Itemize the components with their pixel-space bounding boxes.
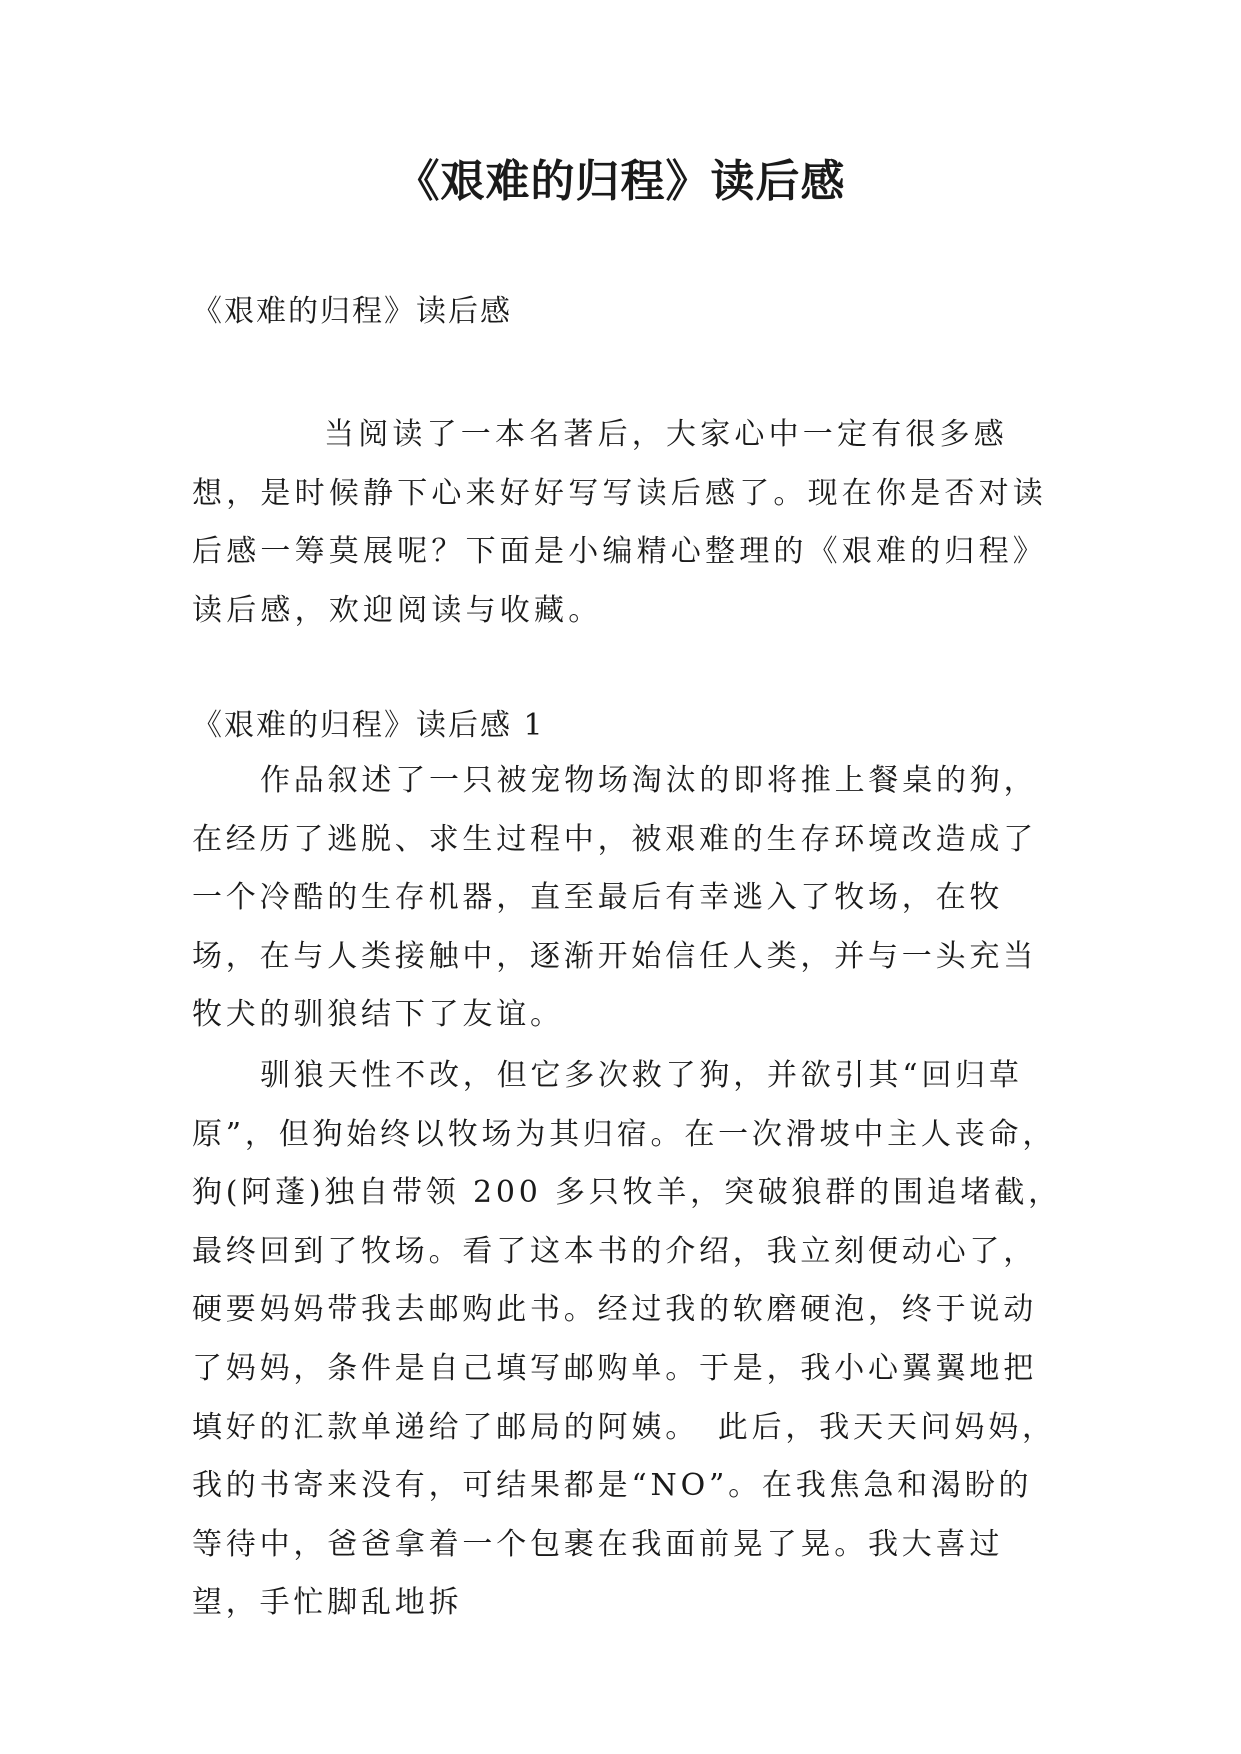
body-paragraph-1 <box>192 752 1062 1045</box>
intro-paragraph <box>192 406 1072 640</box>
document-title: 《艰难的归程》读后感 <box>395 156 846 207</box>
document-subtitle: 《艰难的归程》读后感 <box>192 294 512 329</box>
paragraph-2-text: 驯狼天性不改，但它多次救了狗，并欲引其“回归草原”，但狗始终以牧场为其归宿。在一次滑坡中主人丧命，狗(阿蓬)独自带领 200 多只牧羊，突破狼群的围追堵截，最终回到了牧场。看了这本书的介绍，我立刻便动心了，硬要妈妈带我去邮购此书。经过我的软磨硬泡，终于说动了妈妈，条件是自己填写邮购单。于是，我小心翼翼地把填好的汇款单递给了邮局的阿姨。 此后，我天天问妈妈，我的书寄来没有，可结果都是“NO”。在我焦急和渴盼的等待中，爸爸拿着一个包裹在我面前晃了晃。我大喜过望，手忙脚乱地拆 <box>192 1058 1062 1621</box>
intro-text: 当阅读了一本名著后，大家心中一定有很多感想，是时候静下心来好好写写读后感了。现在你是否对读后感一筹莫展呢？下面是小编精心整理的《艰难的归程》读后感，欢迎阅读与收藏。 <box>192 417 1047 628</box>
body-paragraph-2 <box>192 1047 1062 1633</box>
paragraph-1-text: 作品叙述了一只被宠物场淘汰的即将推上餐桌的狗，在经历了逃脱、求生过程中，被艰难的生存环境改造成了一个冷酷的生存机器，直至最后有幸逃入了牧场，在牧场，在与人类接触中，逐渐开始信任人类，并与一头充当牧犬的驯狼结下了友谊。 <box>192 763 1038 1033</box>
section-heading: 《艰难的归程》读后感 1 <box>192 708 545 743</box>
